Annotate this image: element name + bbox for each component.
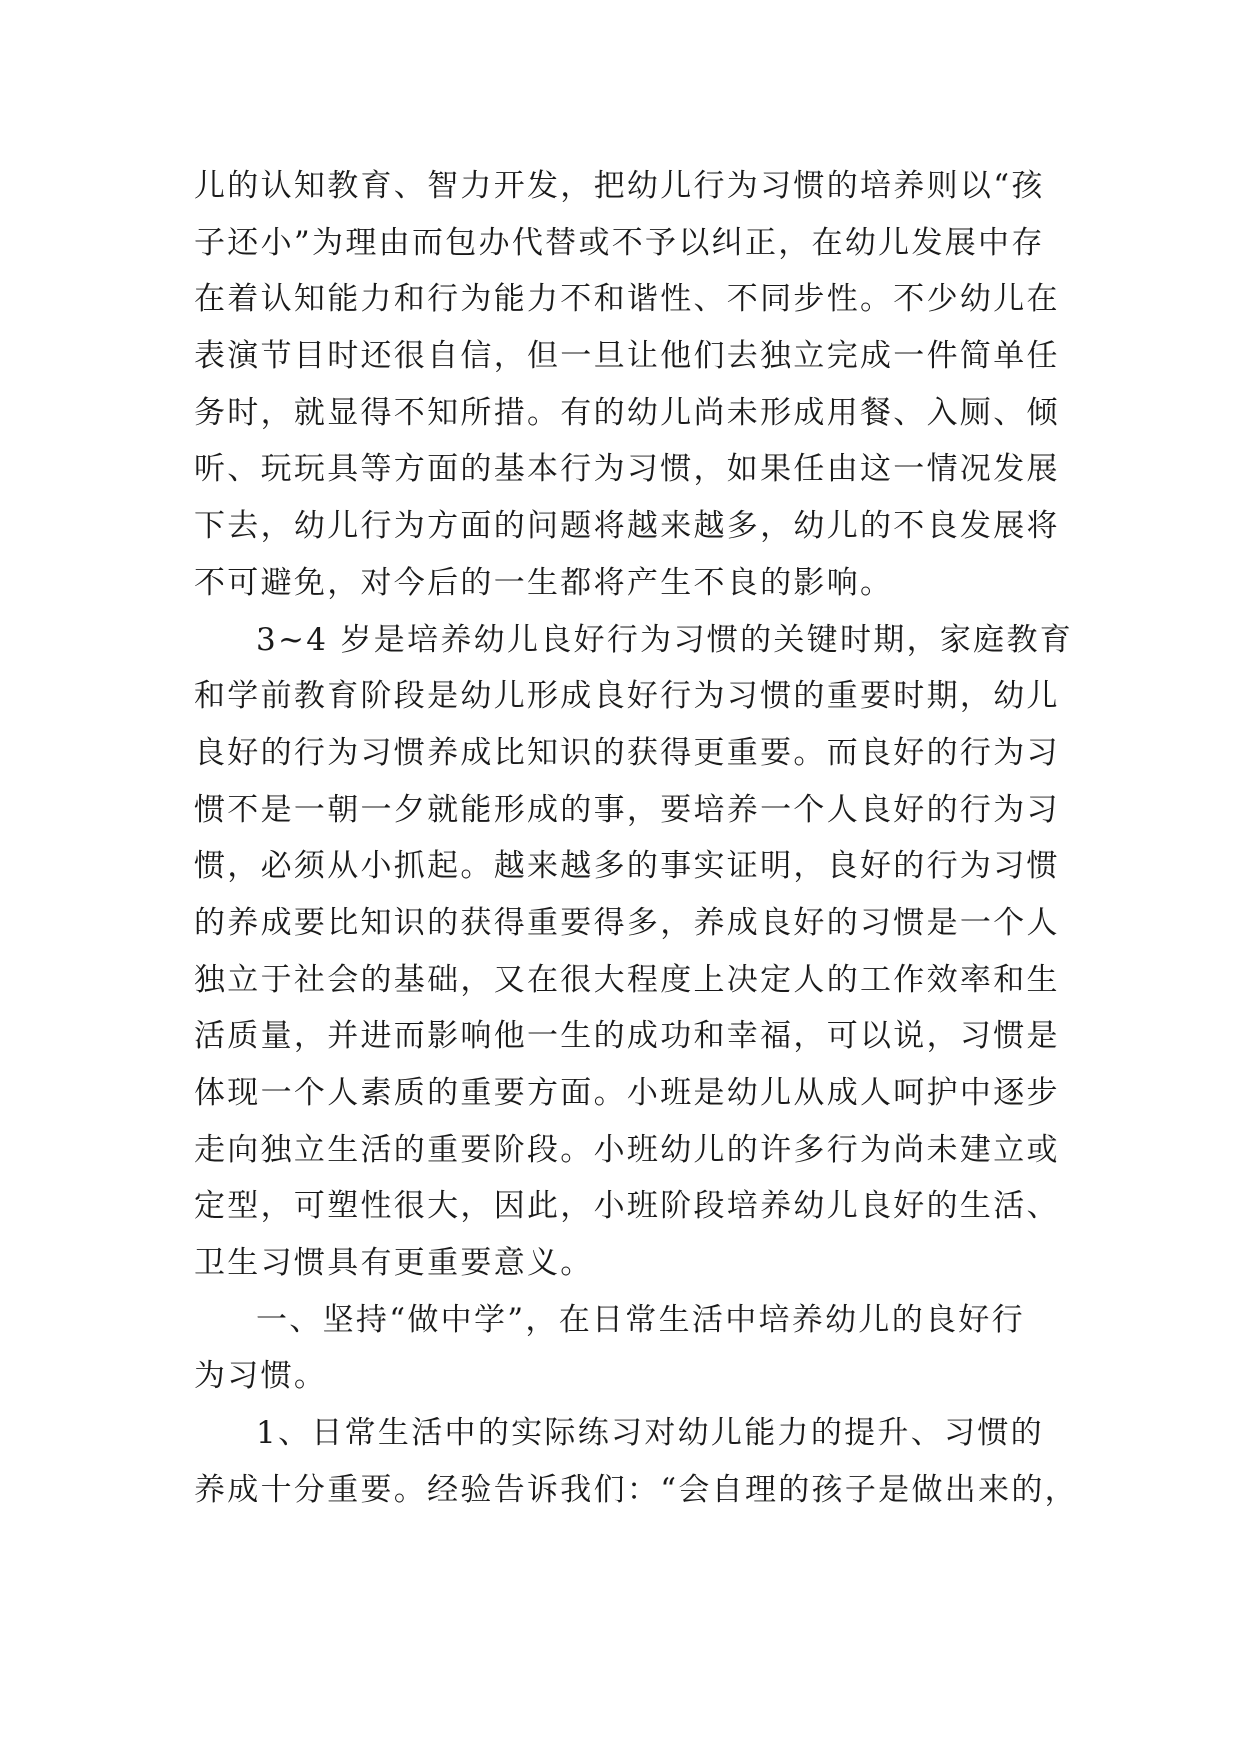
text-line: 惯不是一朝一夕就能形成的事，要培养一个人良好的行为习: [194, 791, 1060, 828]
text-line: 定型，可塑性很大，因此，小班阶段培养幼儿良好的生活、: [194, 1188, 1060, 1225]
text-line: 良好的行为习惯养成比知识的获得更重要。而良好的行为习: [194, 734, 1060, 771]
text-line: 在着认知能力和行为能力不和谐性、不同步性。不少幼儿在: [194, 281, 1060, 318]
text-line: 独立于社会的基础，又在很大程度上决定人的工作效率和生: [194, 961, 1060, 998]
text-line: 卫生习惯具有更重要意义。: [194, 1245, 594, 1282]
text-line: 体现一个人素质的重要方面。小班是幼儿从成人呵护中逐步: [194, 1075, 1060, 1111]
paragraph-start-line: 3~4 岁是培养幼儿良好行为习惯的关键时期，家庭教育: [256, 621, 1074, 658]
text-line: 的养成要比知识的获得重要得多，养成良好的习惯是一个人: [194, 904, 1060, 941]
text-line: 务时，就显得不知所措。有的幼儿尚未形成用餐、入厕、倾: [194, 394, 1060, 431]
text-line: 为习惯。: [194, 1358, 328, 1395]
text-line: 惯，必须从小抓起。越来越多的事实证明，良好的行为习惯: [194, 848, 1060, 885]
text-line: 和学前教育阶段是幼儿形成良好行为习惯的重要时期，幼儿: [194, 678, 1060, 715]
text-line: 表演节目时还很自信，但一旦让他们去独立完成一件简单任: [194, 338, 1060, 375]
text-line: 听、玩玩具等方面的基本行为习惯，如果任由这一情况发展: [194, 451, 1060, 488]
paragraph-start-line: 1、日常生活中的实际练习对幼儿能力的提升、习惯的: [256, 1415, 1044, 1452]
text-line: 不可避免，对今后的一生都将产生不良的影响。: [194, 564, 894, 601]
text-line: 下去，幼儿行为方面的问题将越来越多，幼儿的不良发展将: [194, 508, 1060, 545]
text-line: 养成十分重要。经验告诉我们：“会自理的孩子是做出来的，: [194, 1471, 1078, 1508]
text-line: 走向独立生活的重要阶段。小班幼儿的许多行为尚未建立或: [194, 1131, 1060, 1168]
text-line: 儿的认知教育、智力开发，把幼儿行为习惯的培养则以“孩: [194, 168, 1045, 204]
section-heading-line: 一、坚持“做中学”，在日常生活中培养幼儿的良好行: [256, 1301, 1025, 1338]
document-body: [194, 158, 1078, 1519]
text-line: 活质量，并进而影响他一生的成功和幸福，可以说，习惯是: [194, 1018, 1060, 1055]
text-line: 子还小”为理由而包办代替或不予以纠正，在幼儿发展中存: [194, 224, 1045, 261]
